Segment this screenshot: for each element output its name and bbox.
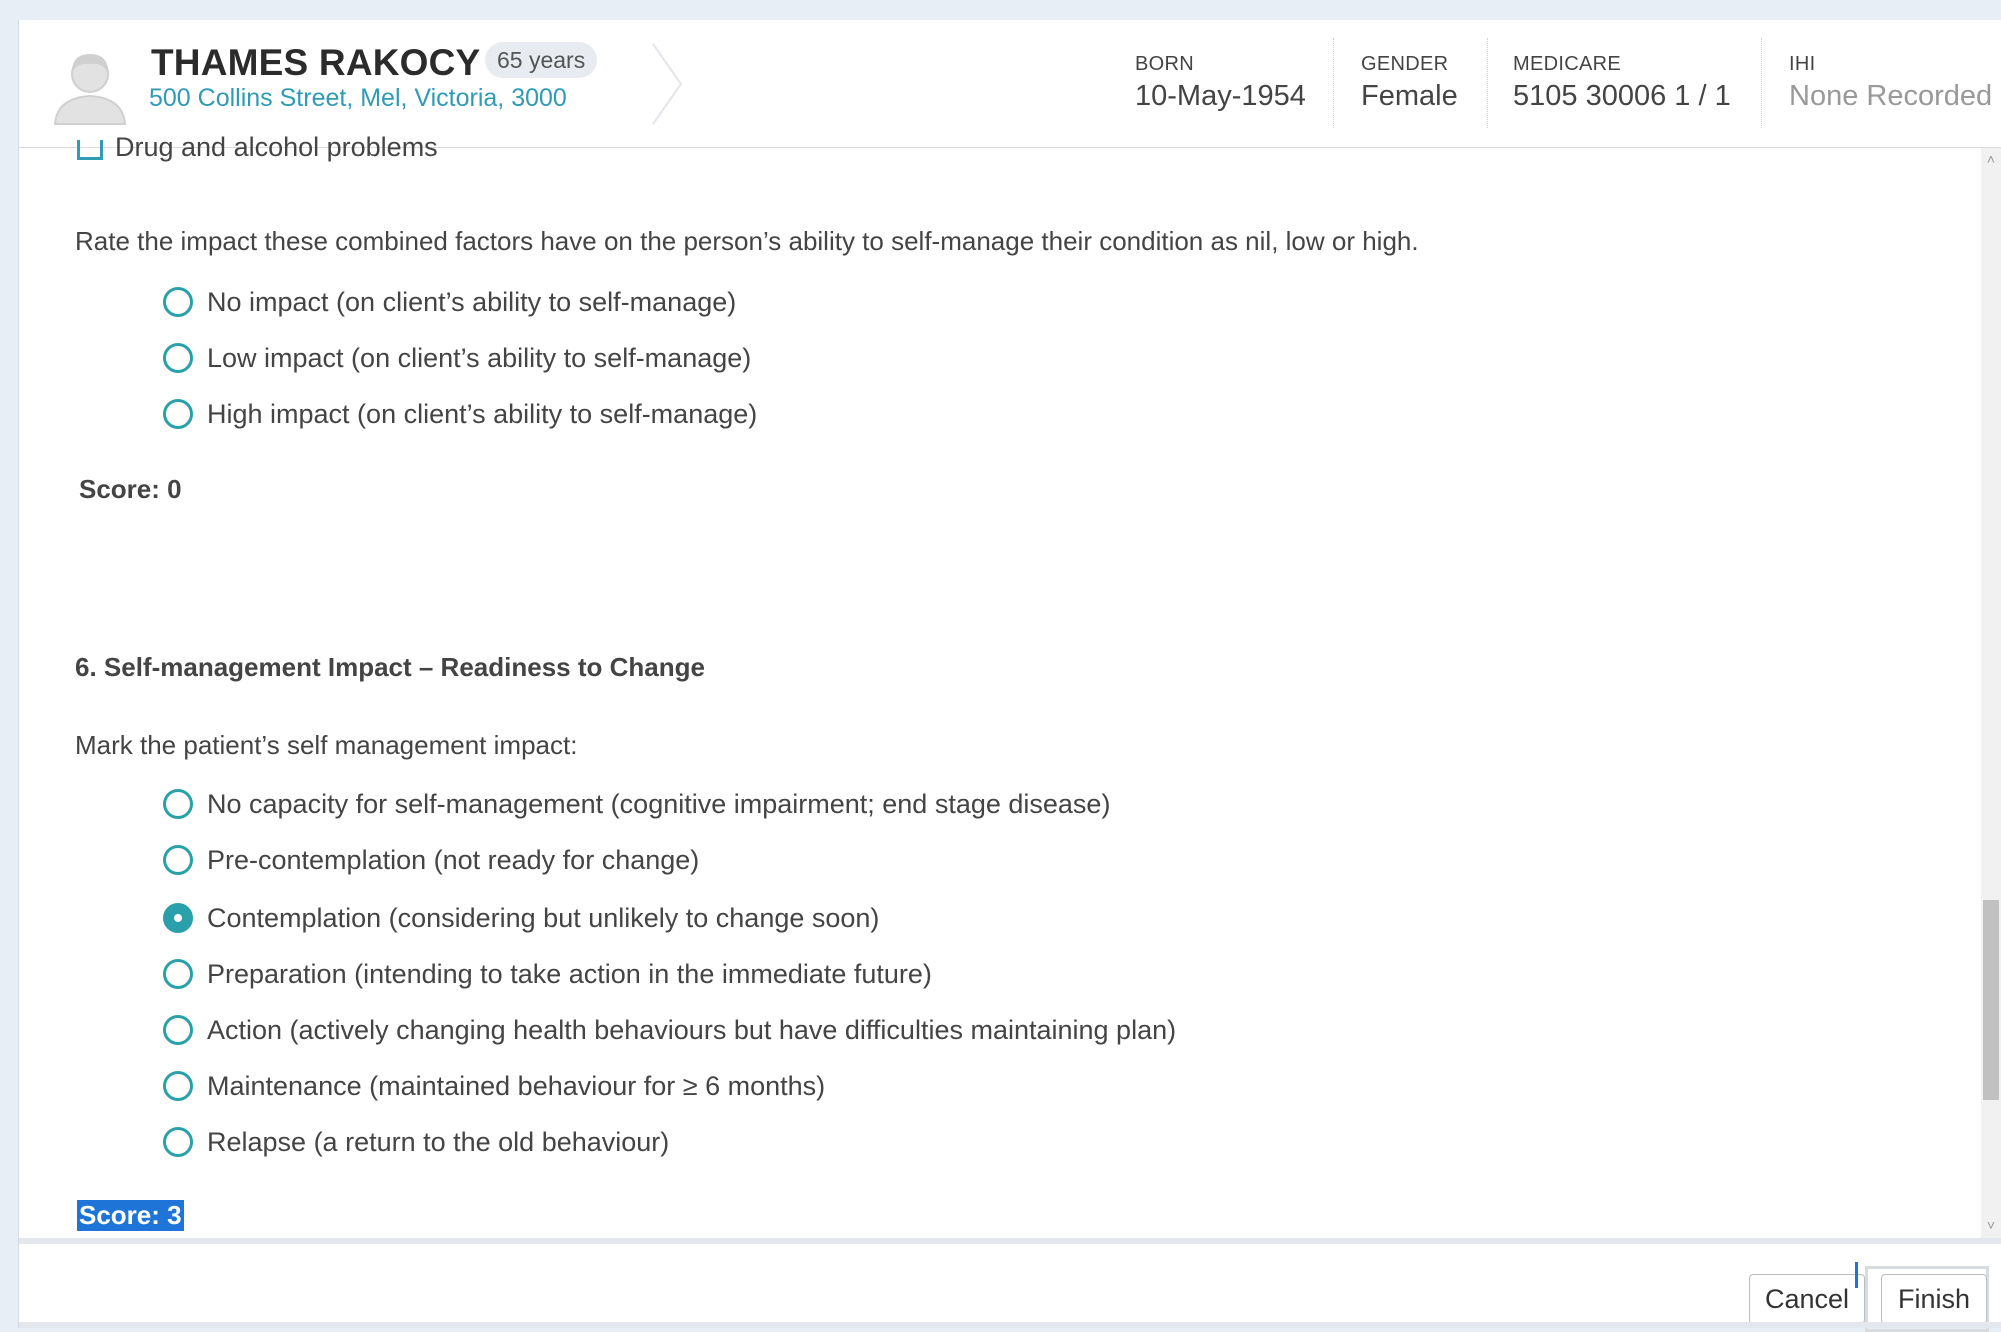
medicare-label: MEDICARE (1513, 53, 1621, 75)
scroll-down-icon[interactable]: ˅ (1986, 1217, 1996, 1233)
header-divider (1333, 38, 1334, 128)
assessment-content[interactable] (19, 132, 1981, 1238)
drug-alcohol-label: Drug and alcohol problems (115, 132, 438, 162)
impact-question: Rate the impact these combined factors have on the person’s ability to self-manage their condition as nil, low or high. (75, 226, 1419, 256)
self-management-question: Mark the patient’s self management impact: (75, 730, 578, 760)
dialog-footer (19, 1238, 2001, 1328)
option-label: Low impact (on client’s ability to self-manage) (207, 342, 752, 373)
focus-indicator (1855, 1262, 1858, 1288)
readiness-option-action[interactable] (163, 1012, 1176, 1048)
option-label: No capacity for self-management (cognitive impairment; end stage disease) (207, 788, 1111, 819)
scroll-up-icon[interactable]: ˄ (1986, 151, 1996, 167)
impact-option-low[interactable] (163, 340, 751, 376)
patient-name: THAMES RAKOCY (151, 42, 481, 83)
scroll-thumb[interactable] (1983, 900, 1999, 1100)
score-impact: Score: 0 (79, 474, 182, 504)
radio-button[interactable] (163, 789, 193, 819)
radio-button[interactable] (163, 287, 193, 317)
radio-button[interactable] (163, 845, 193, 875)
content-scrollbar[interactable] (1981, 148, 2001, 1238)
section-title: 6. Self-management Impact – Readiness to Change (75, 652, 705, 682)
radio-button[interactable] (163, 1127, 193, 1157)
medicare-value: 5105 30006 1 / 1 (1513, 80, 1731, 112)
ihi-value: None Recorded (1789, 80, 1993, 112)
finish-button[interactable]: Finish (1881, 1274, 1987, 1324)
drug-alcohol-checkbox[interactable] (77, 140, 103, 160)
option-label: Action (actively changing health behaviours but have difficulties maintaining plan) (207, 1014, 1177, 1045)
impact-option-high[interactable] (163, 396, 757, 432)
radio-button[interactable] (163, 903, 193, 933)
option-label: Preparation (intending to take action in the immediate future) (207, 958, 932, 989)
patient-header (19, 20, 2001, 148)
gender-label: GENDER (1361, 53, 1449, 75)
option-label: Relapse (a return to the old behaviour) (207, 1126, 670, 1157)
radio-button[interactable] (163, 343, 193, 373)
option-label: Maintenance (maintained behaviour for ≥ 6 months) (207, 1070, 826, 1101)
option-label: High impact (on client’s ability to self-manage) (207, 398, 758, 429)
readiness-option-relapse[interactable] (163, 1124, 669, 1160)
header-divider (1761, 38, 1762, 128)
assessment-window (18, 20, 2000, 1328)
radio-button[interactable] (163, 1071, 193, 1101)
option-label: No impact (on client’s ability to self-manage) (207, 286, 737, 317)
medicare-field (1513, 50, 1731, 138)
readiness-option-maintenance[interactable] (163, 1068, 825, 1104)
age-badge: 65 years (485, 42, 597, 78)
born-field (1135, 50, 1306, 138)
cancel-button[interactable]: Cancel (1749, 1274, 1865, 1324)
header-divider (1487, 38, 1488, 128)
radio-button[interactable] (163, 399, 193, 429)
radio-button[interactable] (163, 1015, 193, 1045)
impact-option-none[interactable] (163, 284, 736, 320)
patient-address: 500 Collins Street, Mel, Victoria, 3000 (149, 84, 567, 112)
born-value: 10-May-1954 (1135, 80, 1306, 112)
footer-border (19, 1322, 2001, 1328)
readiness-option-pre-contemplation[interactable] (163, 842, 699, 878)
readiness-option-preparation[interactable] (163, 956, 932, 992)
chevron-right-icon (651, 42, 687, 126)
ihi-field (1789, 50, 1992, 138)
born-label: BORN (1135, 53, 1194, 75)
option-label: Pre-contemplation (not ready for change) (207, 844, 700, 875)
patient-avatar-icon (49, 44, 131, 126)
readiness-option-contemplation[interactable] (163, 900, 879, 936)
score-readiness: Score: 3 (79, 1200, 182, 1230)
option-label: Contemplation (considering but unlikely to change soon) (207, 902, 880, 933)
gender-field (1361, 50, 1458, 138)
gender-value: Female (1361, 80, 1458, 112)
radio-button[interactable] (163, 959, 193, 989)
readiness-option-no-capacity[interactable] (163, 786, 1110, 822)
ihi-label: IHI (1789, 53, 1816, 75)
